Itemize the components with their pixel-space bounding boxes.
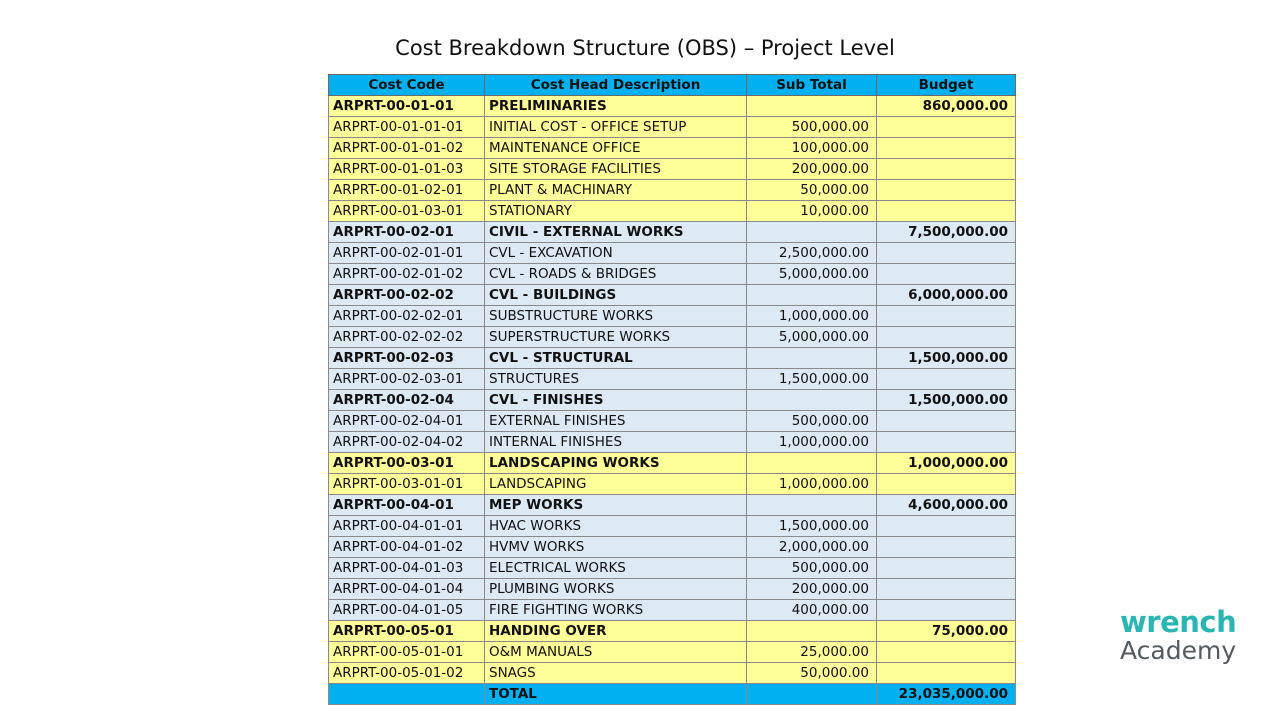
budget-cell (877, 117, 1016, 138)
sub-total-cell (747, 453, 877, 474)
cost-code-cell: ARPRT-00-04-01-04 (329, 579, 485, 600)
sub-total-cell (747, 621, 877, 642)
table-group-row (329, 390, 1016, 411)
total-label: TOTAL (485, 684, 747, 705)
budget-cell (877, 306, 1016, 327)
table-row (329, 579, 1016, 600)
cost-code-cell: ARPRT-00-02-01-02 (329, 264, 485, 285)
description-cell: LANDSCAPING (485, 474, 747, 495)
description-cell: FIRE FIGHTING WORKS (485, 600, 747, 621)
sub-total-cell: 1,000,000.00 (747, 474, 877, 495)
table-group-row (329, 222, 1016, 243)
cost-code-cell: ARPRT-00-01-02-01 (329, 180, 485, 201)
cost-code-cell: ARPRT-00-01-01 (329, 96, 485, 117)
description-cell: INTERNAL FINISHES (485, 432, 747, 453)
col-header-description: Cost Head Description (485, 75, 747, 96)
description-cell: CVL - FINISHES (485, 390, 747, 411)
budget-cell (877, 411, 1016, 432)
total-row (329, 684, 1016, 705)
sub-total-cell: 10,000.00 (747, 201, 877, 222)
table-group-row (329, 495, 1016, 516)
sub-total-cell: 2,000,000.00 (747, 537, 877, 558)
description-cell: CIVIL - EXTERNAL WORKS (485, 222, 747, 243)
description-cell: CVL - BUILDINGS (485, 285, 747, 306)
budget-cell (877, 201, 1016, 222)
budget-cell (877, 327, 1016, 348)
budget-cell: 1,000,000.00 (877, 453, 1016, 474)
budget-cell (877, 138, 1016, 159)
sub-total-cell: 200,000.00 (747, 159, 877, 180)
table-row (329, 432, 1016, 453)
budget-cell (877, 264, 1016, 285)
sub-total-cell: 200,000.00 (747, 579, 877, 600)
table-row (329, 159, 1016, 180)
budget-cell (877, 516, 1016, 537)
cost-code-cell: ARPRT-00-05-01-01 (329, 642, 485, 663)
description-cell: HVMV WORKS (485, 537, 747, 558)
cost-code-cell: ARPRT-00-02-02-02 (329, 327, 485, 348)
cost-code-cell: ARPRT-00-04-01-01 (329, 516, 485, 537)
description-cell: HVAC WORKS (485, 516, 747, 537)
sub-total-cell: 1,000,000.00 (747, 306, 877, 327)
sub-total-cell: 500,000.00 (747, 558, 877, 579)
cost-code-cell: ARPRT-00-03-01-01 (329, 474, 485, 495)
table-row (329, 264, 1016, 285)
cost-code-cell: ARPRT-00-01-01-02 (329, 138, 485, 159)
col-header-cost-code: Cost Code (329, 75, 485, 96)
description-cell: ELECTRICAL WORKS (485, 558, 747, 579)
sub-total-cell: 400,000.00 (747, 600, 877, 621)
budget-cell (877, 642, 1016, 663)
budget-cell (877, 432, 1016, 453)
table-row (329, 516, 1016, 537)
description-cell: HANDING OVER (485, 621, 747, 642)
description-cell: PRELIMINARIES (485, 96, 747, 117)
table-group-row (329, 96, 1016, 117)
budget-cell (877, 369, 1016, 390)
table-row (329, 138, 1016, 159)
sub-total-cell (747, 222, 877, 243)
description-cell: INITIAL COST - OFFICE SETUP (485, 117, 747, 138)
page-title: Cost Breakdown Structure (OBS) – Project Level (395, 36, 895, 60)
description-cell: SITE STORAGE FACILITIES (485, 159, 747, 180)
sub-total-cell (747, 285, 877, 306)
table-group-row (329, 285, 1016, 306)
table-row (329, 600, 1016, 621)
cost-code-cell: ARPRT-00-01-03-01 (329, 201, 485, 222)
cost-code-cell: ARPRT-00-01-01-03 (329, 159, 485, 180)
col-header-budget: Budget (877, 75, 1016, 96)
wrench-academy-logo (1120, 605, 1237, 665)
budget-cell (877, 243, 1016, 264)
table-row (329, 411, 1016, 432)
sub-total-cell: 25,000.00 (747, 642, 877, 663)
description-cell: PLANT & MACHINARY (485, 180, 747, 201)
sub-total-cell: 1,500,000.00 (747, 369, 877, 390)
table-row (329, 243, 1016, 264)
table-group-row (329, 348, 1016, 369)
table-row (329, 306, 1016, 327)
total-code-cell (329, 684, 485, 705)
sub-total-cell (747, 348, 877, 369)
sub-total-cell: 5,000,000.00 (747, 264, 877, 285)
table-row (329, 642, 1016, 663)
table-row (329, 369, 1016, 390)
description-cell: SUPERSTRUCTURE WORKS (485, 327, 747, 348)
table-header-row (329, 75, 1016, 96)
cost-code-cell: ARPRT-00-02-04 (329, 390, 485, 411)
table-row (329, 327, 1016, 348)
description-cell: MEP WORKS (485, 495, 747, 516)
budget-cell (877, 558, 1016, 579)
table-row (329, 180, 1016, 201)
description-cell: EXTERNAL FINISHES (485, 411, 747, 432)
table-row (329, 663, 1016, 684)
logo-wordmark-academy: Academy (1120, 636, 1237, 665)
table-group-row (329, 621, 1016, 642)
table-row (329, 201, 1016, 222)
sub-total-cell: 50,000.00 (747, 663, 877, 684)
sub-total-cell: 2,500,000.00 (747, 243, 877, 264)
description-cell: SNAGS (485, 663, 747, 684)
cost-code-cell: ARPRT-00-04-01 (329, 495, 485, 516)
logo-wordmark-wrench: wrench (1120, 605, 1237, 639)
cost-code-cell: ARPRT-00-02-02-01 (329, 306, 485, 327)
sub-total-cell: 1,500,000.00 (747, 516, 877, 537)
budget-cell (877, 600, 1016, 621)
total-budget: 23,035,000.00 (877, 684, 1016, 705)
table-group-row (329, 453, 1016, 474)
cost-code-cell: ARPRT-00-02-01 (329, 222, 485, 243)
total-subtotal-cell (747, 684, 877, 705)
budget-cell: 4,600,000.00 (877, 495, 1016, 516)
sub-total-cell: 1,000,000.00 (747, 432, 877, 453)
sub-total-cell: 100,000.00 (747, 138, 877, 159)
budget-cell: 1,500,000.00 (877, 390, 1016, 411)
description-cell: O&M MANUALS (485, 642, 747, 663)
sub-total-cell: 50,000.00 (747, 180, 877, 201)
budget-cell: 7,500,000.00 (877, 222, 1016, 243)
budget-cell (877, 537, 1016, 558)
cost-code-cell: ARPRT-00-02-02 (329, 285, 485, 306)
budget-cell (877, 579, 1016, 600)
description-cell: CVL - EXCAVATION (485, 243, 747, 264)
description-cell: CVL - ROADS & BRIDGES (485, 264, 747, 285)
sub-total-cell: 500,000.00 (747, 117, 877, 138)
table-row (329, 117, 1016, 138)
sub-total-cell (747, 390, 877, 411)
budget-cell (877, 663, 1016, 684)
cost-code-cell: ARPRT-00-02-04-02 (329, 432, 485, 453)
budget-cell: 75,000.00 (877, 621, 1016, 642)
cost-breakdown-table (328, 74, 1016, 705)
budget-cell (877, 180, 1016, 201)
description-cell: MAINTENANCE OFFICE (485, 138, 747, 159)
sub-total-cell: 5,000,000.00 (747, 327, 877, 348)
description-cell: SUBSTRUCTURE WORKS (485, 306, 747, 327)
budget-cell (877, 474, 1016, 495)
description-cell: PLUMBING WORKS (485, 579, 747, 600)
cost-code-cell: ARPRT-00-02-04-01 (329, 411, 485, 432)
cost-code-cell: ARPRT-00-05-01-02 (329, 663, 485, 684)
sub-total-cell (747, 495, 877, 516)
budget-cell: 6,000,000.00 (877, 285, 1016, 306)
cost-code-cell: ARPRT-00-03-01 (329, 453, 485, 474)
description-cell: STATIONARY (485, 201, 747, 222)
budget-cell (877, 159, 1016, 180)
cost-code-cell: ARPRT-00-02-03 (329, 348, 485, 369)
description-cell: STRUCTURES (485, 369, 747, 390)
budget-cell: 860,000.00 (877, 96, 1016, 117)
cost-code-cell: ARPRT-00-05-01 (329, 621, 485, 642)
budget-cell: 1,500,000.00 (877, 348, 1016, 369)
cost-code-cell: ARPRT-00-04-01-03 (329, 558, 485, 579)
sub-total-cell: 500,000.00 (747, 411, 877, 432)
cost-code-cell: ARPRT-00-01-01-01 (329, 117, 485, 138)
col-header-sub-total: Sub Total (747, 75, 877, 96)
cost-code-cell: ARPRT-00-02-01-01 (329, 243, 485, 264)
cost-code-cell: ARPRT-00-04-01-02 (329, 537, 485, 558)
cost-code-cell: ARPRT-00-04-01-05 (329, 600, 485, 621)
table-row (329, 558, 1016, 579)
table-row (329, 474, 1016, 495)
description-cell: CVL - STRUCTURAL (485, 348, 747, 369)
cost-code-cell: ARPRT-00-02-03-01 (329, 369, 485, 390)
table-row (329, 537, 1016, 558)
description-cell: LANDSCAPING WORKS (485, 453, 747, 474)
sub-total-cell (747, 96, 877, 117)
